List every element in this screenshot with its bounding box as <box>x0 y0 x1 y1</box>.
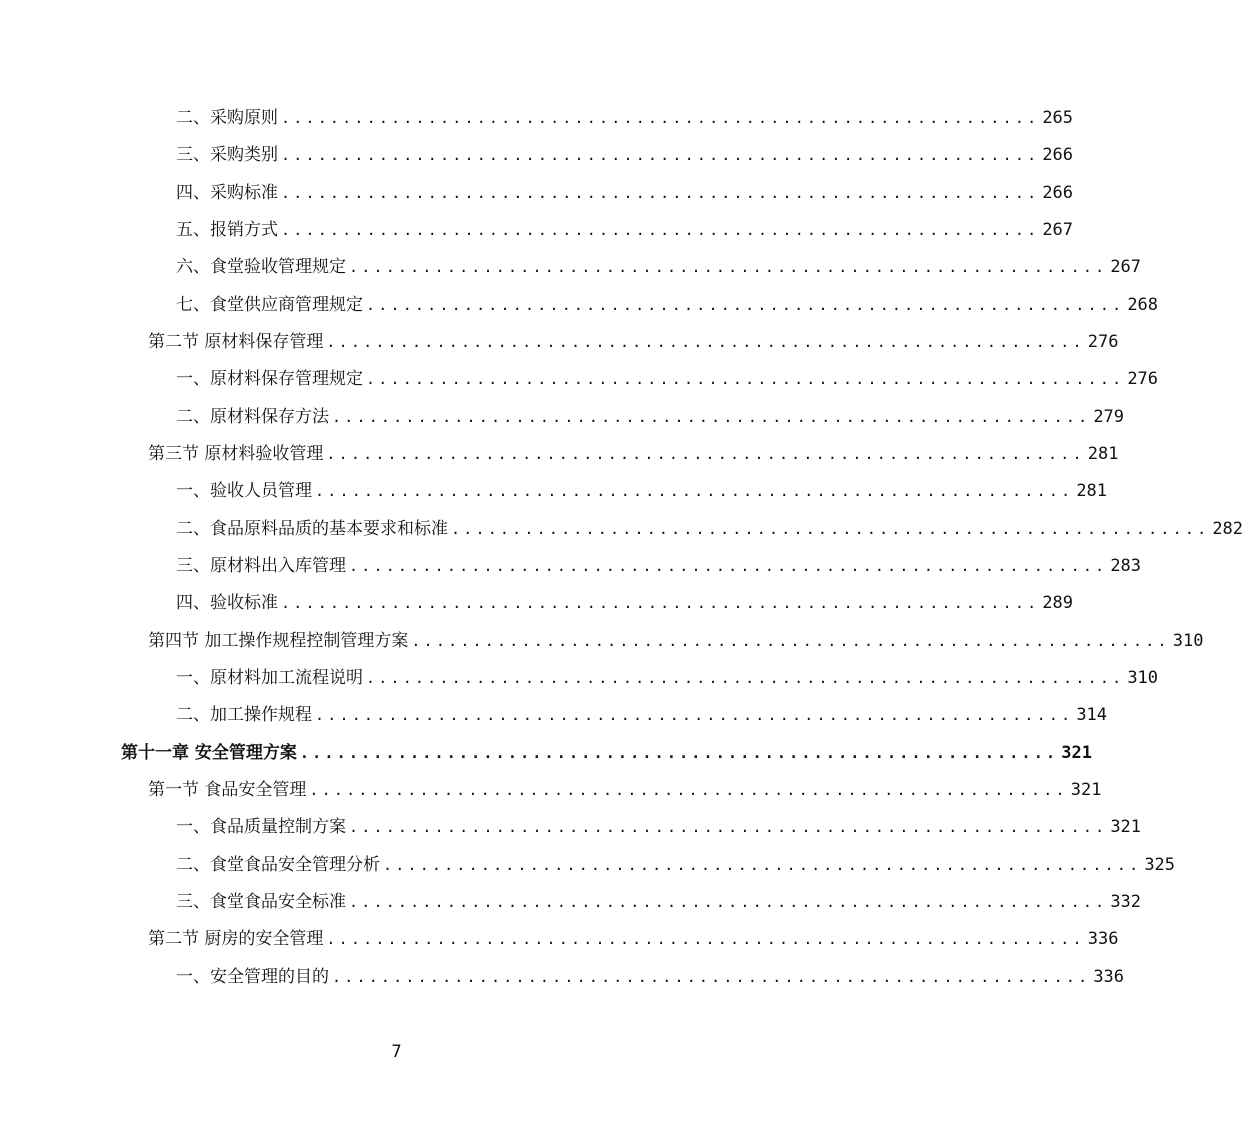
toc-entry-page: 321 <box>1070 780 1102 800</box>
toc-entry[interactable] <box>176 585 1074 622</box>
toc-entry-title: 二、采购原则 <box>176 108 278 128</box>
toc-entry-title: 一、原材料保存管理规定 <box>176 369 363 389</box>
toc-entry-title: 二、食堂食品安全管理分析 <box>176 855 380 875</box>
toc-entry[interactable] <box>148 772 1102 809</box>
toc-entry-page: 266 <box>1042 183 1074 203</box>
toc-leader-dots: .............................................................. <box>281 594 1040 612</box>
toc-entry[interactable] <box>176 697 1108 734</box>
toc-leader-dots: .............................................................. <box>315 482 1074 500</box>
toc-entry-title: 第一节 食品安全管理 <box>148 780 307 800</box>
toc-entry-page: 268 <box>1127 295 1159 315</box>
toc-entry-page: 281 <box>1076 481 1108 501</box>
toc-entry-page: 276 <box>1087 332 1119 352</box>
toc-leader-dots: .............................................................. <box>349 557 1108 575</box>
toc-leader-dots: .............................................................. <box>349 893 1108 911</box>
toc-leader-dots: .............................................................. <box>451 520 1210 538</box>
toc-entry[interactable] <box>176 212 1074 249</box>
toc-entry-title: 二、原材料保存方法 <box>176 407 329 427</box>
toc-entry-page: 332 <box>1110 892 1142 912</box>
toc-leader-dots: .............................................................. <box>326 333 1085 351</box>
toc-entry[interactable] <box>176 959 1125 996</box>
toc-entry-title: 七、食堂供应商管理规定 <box>176 295 363 315</box>
toc-entry-title: 五、报销方式 <box>176 220 278 240</box>
toc-leader-dots: .............................................................. <box>326 445 1085 463</box>
toc-entry[interactable] <box>176 287 1159 324</box>
toc-entry[interactable] <box>148 324 1119 361</box>
toc-entry-page: 310 <box>1172 631 1204 651</box>
toc-leader-dots: .............................................................. <box>315 706 1074 724</box>
toc-entry-title: 第二节 原材料保存管理 <box>148 332 324 352</box>
toc-leader-dots: .............................................................. <box>349 818 1108 836</box>
toc-entry-page: 325 <box>1144 855 1176 875</box>
toc-entry[interactable] <box>176 660 1159 697</box>
toc-entry[interactable] <box>148 623 1204 660</box>
toc-entry-page: 314 <box>1076 705 1108 725</box>
toc-leader-dots: .............................................................. <box>281 184 1040 202</box>
toc-leader-dots: .............................................................. <box>281 146 1040 164</box>
toc-leader-dots: .............................................................. <box>366 669 1125 687</box>
toc-leader-dots: .............................................................. <box>366 296 1125 314</box>
toc-entry[interactable] <box>176 511 1243 548</box>
toc-entry[interactable] <box>176 175 1074 212</box>
toc-entry[interactable] <box>176 847 1176 884</box>
toc-entry[interactable] <box>176 137 1074 174</box>
toc-entry-page: 276 <box>1127 369 1159 389</box>
toc-leader-dots: .............................................................. <box>349 258 1108 276</box>
toc-entry-page: 282 <box>1212 519 1243 539</box>
toc-entry-title: 四、采购标准 <box>176 183 278 203</box>
toc-entry-page: 281 <box>1087 444 1119 464</box>
toc-entry-title: 第四节 加工操作规程控制管理方案 <box>148 631 409 651</box>
toc-leader-dots: .............................................................. <box>383 856 1142 874</box>
toc-entry[interactable] <box>176 548 1142 585</box>
page-number: 7 <box>391 1042 402 1062</box>
toc-entry[interactable] <box>176 809 1142 846</box>
toc-entry-title: 六、食堂验收管理规定 <box>176 257 346 277</box>
toc-leader-dots: .............................................................. <box>366 370 1125 388</box>
toc-entry-title: 第十一章 安全管理方案 <box>121 743 297 763</box>
toc-entry-title: 四、验收标准 <box>176 593 278 613</box>
toc-entry[interactable] <box>176 361 1159 398</box>
toc-leader-dots: .............................................................. <box>411 632 1170 650</box>
toc-entry-page: 321 <box>1110 817 1142 837</box>
toc-entry-page: 321 <box>1061 743 1092 763</box>
toc-entry[interactable] <box>176 884 1142 921</box>
toc-entry[interactable] <box>176 399 1125 436</box>
toc-entry-page: 283 <box>1110 556 1142 576</box>
toc-entry[interactable] <box>176 100 1074 137</box>
toc-entry[interactable] <box>176 473 1108 510</box>
toc-entry[interactable] <box>176 249 1142 286</box>
toc-leader-dots: .............................................................. <box>281 109 1040 127</box>
toc-entry-page: 267 <box>1042 220 1074 240</box>
toc-entry-title: 三、原材料出入库管理 <box>176 556 346 576</box>
toc-leader-dots: .............................................................. <box>309 781 1068 799</box>
toc-leader-dots: .............................................................. <box>326 930 1085 948</box>
toc-entry-page: 267 <box>1110 257 1142 277</box>
toc-entry-page: 266 <box>1042 145 1074 165</box>
toc-entry[interactable] <box>148 921 1119 958</box>
toc-entry-title: 三、采购类别 <box>176 145 278 165</box>
toc-entry-page: 336 <box>1087 929 1119 949</box>
toc-entry-title: 一、验收人员管理 <box>176 481 312 501</box>
toc-leader-dots: .............................................................. <box>332 408 1091 426</box>
toc-chapter-entry[interactable] <box>121 735 1092 772</box>
toc-entry-title: 一、原材料加工流程说明 <box>176 668 363 688</box>
toc-leader-dots: .............................................................. <box>281 221 1040 239</box>
toc-entry-title: 二、食品原料品质的基本要求和标准 <box>176 519 448 539</box>
toc-leader-dots: .............................................................. <box>299 744 1059 762</box>
toc-leader-dots: .............................................................. <box>332 968 1091 986</box>
toc-entry-title: 二、加工操作规程 <box>176 705 312 725</box>
toc-entry-title: 一、食品质量控制方案 <box>176 817 346 837</box>
toc-entry-title: 一、安全管理的目的 <box>176 967 329 987</box>
toc-entry-title: 三、食堂食品安全标准 <box>176 892 346 912</box>
toc-entry-page: 265 <box>1042 108 1074 128</box>
toc-entry-page: 289 <box>1042 593 1074 613</box>
toc-entry[interactable] <box>148 436 1119 473</box>
toc-entry-title: 第三节 原材料验收管理 <box>148 444 324 464</box>
toc-entry-page: 310 <box>1127 668 1159 688</box>
toc-entry-title: 第二节 厨房的安全管理 <box>148 929 324 949</box>
toc-entry-page: 279 <box>1093 407 1125 427</box>
toc-entry-page: 336 <box>1093 967 1125 987</box>
